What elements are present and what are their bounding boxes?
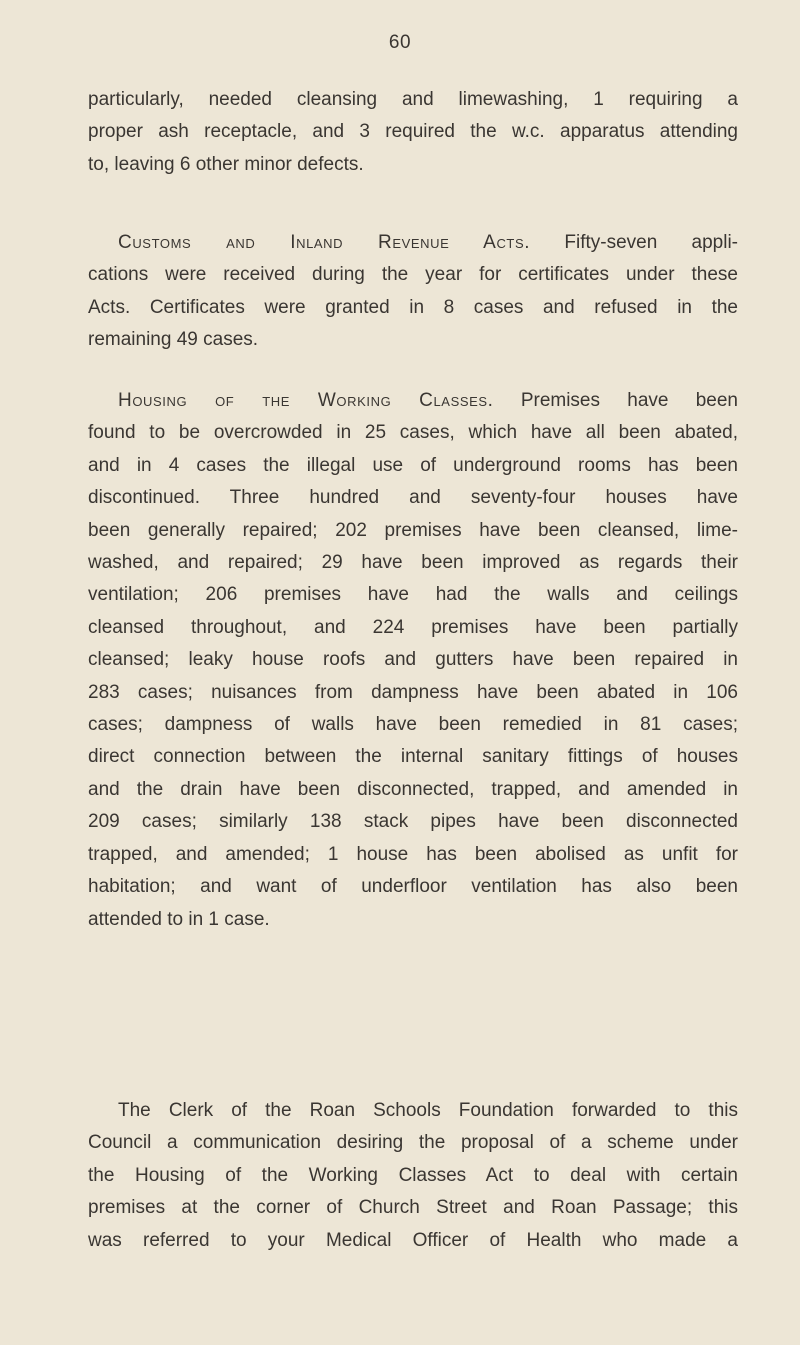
paragraph-housing [88,385,738,936]
section-heading-customs: Customs and Inland Revenue Acts. [118,232,531,253]
text-line: Acts. Certificates were granted in 8 cases and refused in the [88,296,738,318]
text-line [88,385,738,417]
text-line: habitation; and want of underfloor ventilation has also been [88,876,738,898]
text-line: discontinued. Three hundred and seventy-four houses have [88,487,738,509]
text-line: cations were received during the year for certificates under these [88,264,738,286]
text-line: The Clerk of the Roan Schools Foundation forwarded to this [118,1100,738,1121]
text-line: washed, and repaired; 29 have been improved as regards their [88,552,738,574]
text-line: 283 cases; nuisances from dampness have been abated in 106 [88,681,738,703]
text-line: proper ash receptacle, and 3 required the w.c. apparatus attending [88,121,738,143]
text-line: the Housing of the Working Classes Act to deal with certain [88,1164,738,1186]
text-line [88,227,738,259]
text-line: was referred to your Medical Officer of Health who made a [88,1229,738,1251]
text-line: and in 4 cases the illegal use of underground rooms has been [88,454,738,476]
text-line: remaining 49 cases. [88,329,259,351]
text-line: Council a communication desiring the proposal of a scheme under [88,1132,738,1154]
text-line: found to be overcrowded in 25 cases, which have all been abated, [88,422,738,444]
paragraph-roan-schools [88,1095,738,1257]
text-line: particularly, needed cleansing and limewashing, 1 requiring a [88,89,738,110]
paragraph-customs-acts [88,227,738,357]
text-line: cleansed throughout, and 224 premises have been partially [88,616,738,638]
section-heading-housing: Housing of the Working Classes. [118,390,494,411]
text-fragment: Premises have been [520,390,738,411]
text-line: attended to in 1 case. [88,908,270,930]
text-line: to, leaving 6 other minor defects. [88,153,364,175]
text-line: cleansed; leaky house roofs and gutters have been repaired in [88,649,738,671]
text-line: been generally repaired; 202 premises have been cleansed, lime- [88,519,738,541]
text-line: 209 cases; similarly 138 stack pipes have been disconnected [88,811,738,833]
text-line: ventilation; 206 premises have had the walls and ceilings [88,584,738,606]
text-line: premises at the corner of Church Street and Roan Passage; this [88,1197,738,1219]
text-line: and the drain have been disconnected, trapped, and amended in [88,778,738,800]
text-line: cases; dampness of walls have been remedied in 81 cases; [88,714,738,736]
text-line: direct connection between the internal sanitary fittings of houses [88,746,738,768]
page-number: 60 [388,32,412,53]
paragraph-continuation [88,84,738,181]
text-line: trapped, and amended; 1 house has been abolised as unfit for [88,843,738,865]
text-fragment: Fifty-seven appli- [564,232,738,253]
